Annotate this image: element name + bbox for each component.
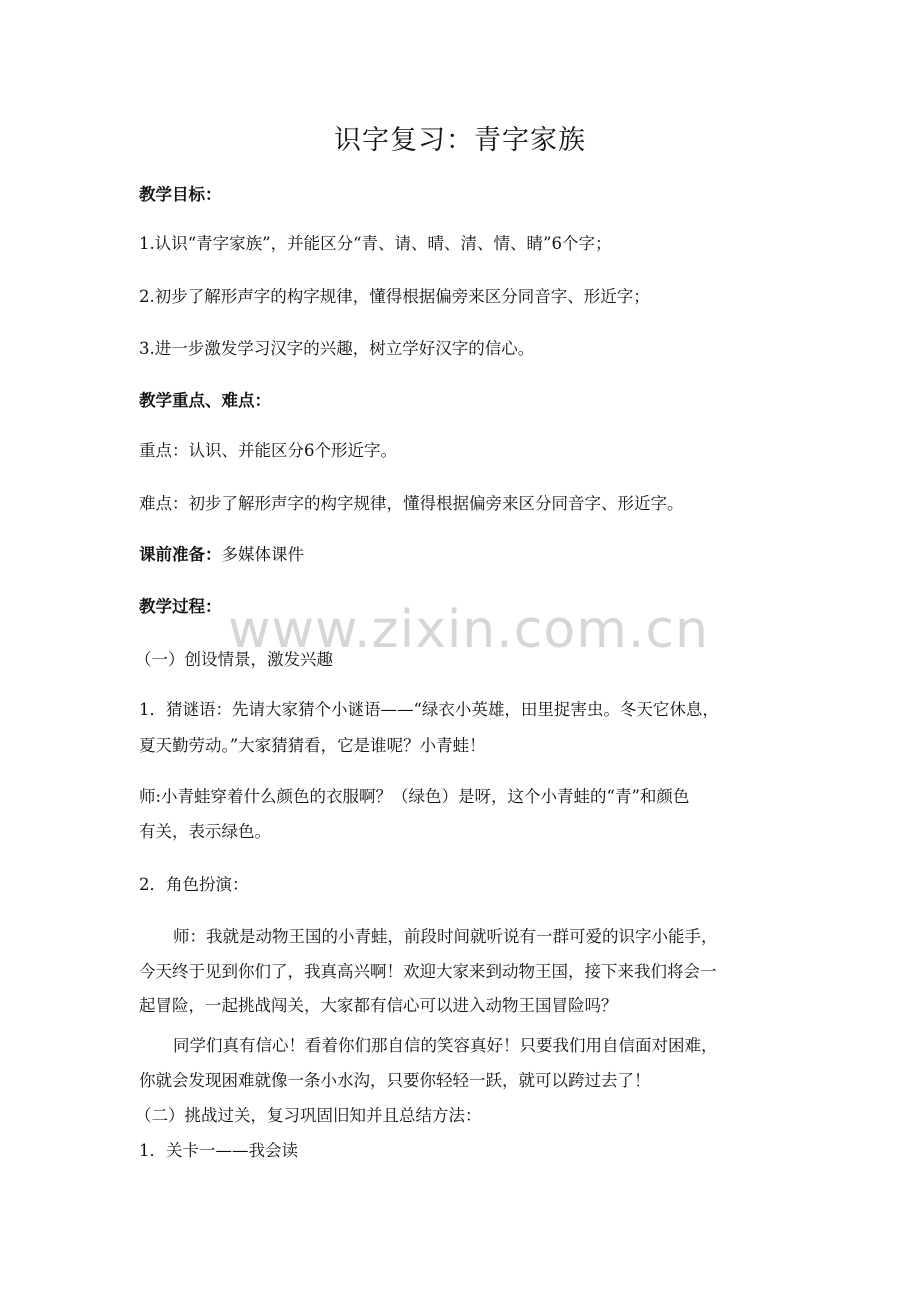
section-1-heading: （一）创设情景，激发兴趣 [135, 650, 333, 669]
paragraph-2-line-1: 同学们真有信心！看着你们那自信的笑容真好！只要我们用自信面对困难， [173, 1036, 718, 1055]
prep-label: 课前准备： [139, 545, 222, 564]
roleplay-heading: 2．角色扮演： [139, 875, 249, 894]
level-1-heading: 1．关卡一——我会读 [139, 1141, 298, 1160]
key-point: 重点：认识、并能区分6个形近字。 [139, 441, 397, 460]
paragraph-1-line-3: 起冒险，一起挑战闯关，大家都有信心可以进入动物王国冒险吗？ [139, 996, 618, 1015]
paragraph-2-line-2: 你就会发现困难就像一条小水沟，只要你轻轻一跃，就可以跨过去了！ [139, 1071, 651, 1090]
teacher-line-1: 师:小青蛙穿着什么颜色的衣服啊？（绿色）是呀，这个小青蛙的“青”和颜色 [139, 787, 690, 806]
document-title: 识字复习：青字家族 [334, 125, 586, 156]
paragraph-1-line-2: 今天终于见到你们了，我真高兴啊！欢迎大家来到动物王国，接下来我们将会一 [139, 962, 717, 981]
goal-1: 1.认识“青字家族”，并能区分“青、请、晴、清、情、睛”6个字； [139, 234, 612, 253]
key-points-heading: 教学重点、难点： [139, 391, 271, 410]
riddle-line-1: 1．猜谜语：先请大家猜个小谜语——“绿衣小英雄，田里捉害虫。冬天它休息， [139, 700, 719, 719]
prep-line [139, 540, 799, 570]
section-2-heading: （二）挑战过关，复习巩固旧知并且总结方法： [135, 1106, 482, 1125]
process-heading: 教学过程： [139, 597, 222, 616]
paragraph-1-line-1: 师：我就是动物王国的小青蛙，前段时间就听说有一群可爱的识字小能手， [173, 927, 718, 946]
prep-value: 多媒体课件 [221, 545, 304, 564]
goals-heading: 教学目标： [139, 185, 222, 204]
goal-3: 3.进一步激发学习汉字的兴趣，树立学好汉字的信心。 [139, 339, 535, 358]
goal-2: 2.初步了解形声字的构字规律，懂得根据偏旁来区分同音字、形近字； [139, 287, 650, 306]
difficult-point: 难点：初步了解形声字的构字规律，懂得根据偏旁来区分同音字、形近字。 [139, 494, 684, 513]
watermark: www.zixin.com.cn [228, 600, 709, 660]
riddle-line-2: 夏天勤劳动。”大家猜猜看，它是谁呢？小青蛙！ [139, 736, 486, 755]
teacher-line-2: 有关，表示绿色。 [139, 822, 271, 841]
